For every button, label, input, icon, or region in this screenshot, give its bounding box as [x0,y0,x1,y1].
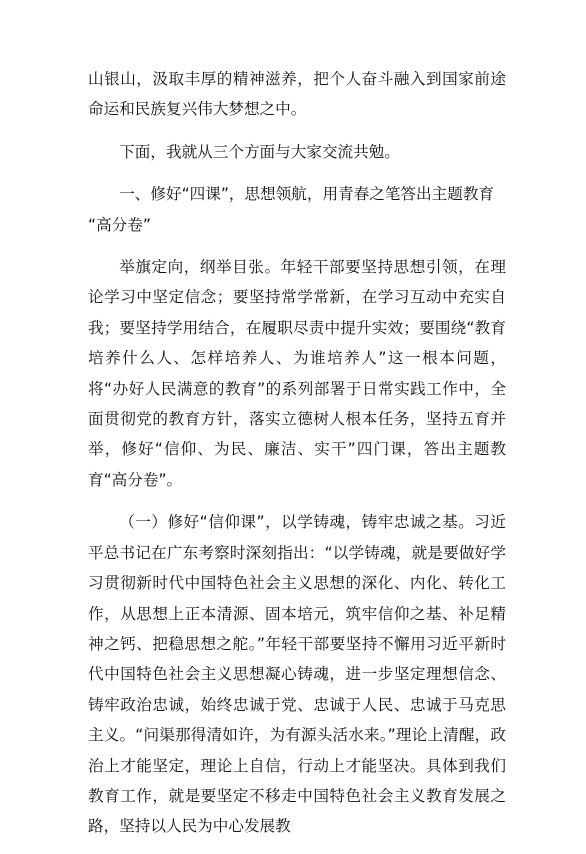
paragraph-intro-continued: 山银山，汲取丰厚的精神滋养，把个人奋斗融入到国家前途命运和民族复兴伟大梦想之中。 [88,70,506,119]
section-heading-line1: 一、修好“四课”，思想领航，用青春之笔答出主题教育 [119,185,495,204]
section-heading [88,179,506,240]
paragraph-belief-course: （一）修好“信仰课”，以学铸魂，铸牢忠诚之基。习近平总书记在广东考察时深刻指出：“以学铸魂，就是要做好学习贯彻新时代中国特色社会主义思想的深化、内化、转化工作，从思想上正本清源、固本培元，筑牢信仰之基、补足精神之钙、把稳思想之舵。”年轻干部要坚持不懈用习近平新时代中国特色社会主义思想凝心铸魂，进一步坚定理想信念、铸牢政治忠诚，始终忠诚于党、忠诚于人民、忠诚于马克思主义。“问渠那得清如许，为有源头活水来。”理论上清醒，政治上才能坚定，理论上自信，行动上才能坚决。具体到我们教育工作，就是要坚定不移走中国特色社会主义教育发展之路，坚持以人民为中心发展教 [88,513,506,836]
section-heading-line2: “高分卷” [88,215,151,234]
document-body [88,64,506,854]
paragraph-transition: 下面，我就从三个方面与大家交流共勉。 [119,142,400,161]
paragraph-guidance: 举旗定向，纲举目张。年轻干部要坚持思想引领，在理论学习中坚定信念；要坚持常学常新，在学习互动中充实自我；要坚持学用结合，在履职尽责中提升实效；要围绕“教育培养什么人、怎样培养人、为谁培养人”这一根本问题，将“办好人民满意的教育”的系列部署于日常实践工作中，全面贯彻党的教育方针，落实立德树人根本任务，坚持五育并举，修好“信仰、为民、廉洁、实干”四门课，答出主题教育“高分卷”。 [88,258,506,489]
